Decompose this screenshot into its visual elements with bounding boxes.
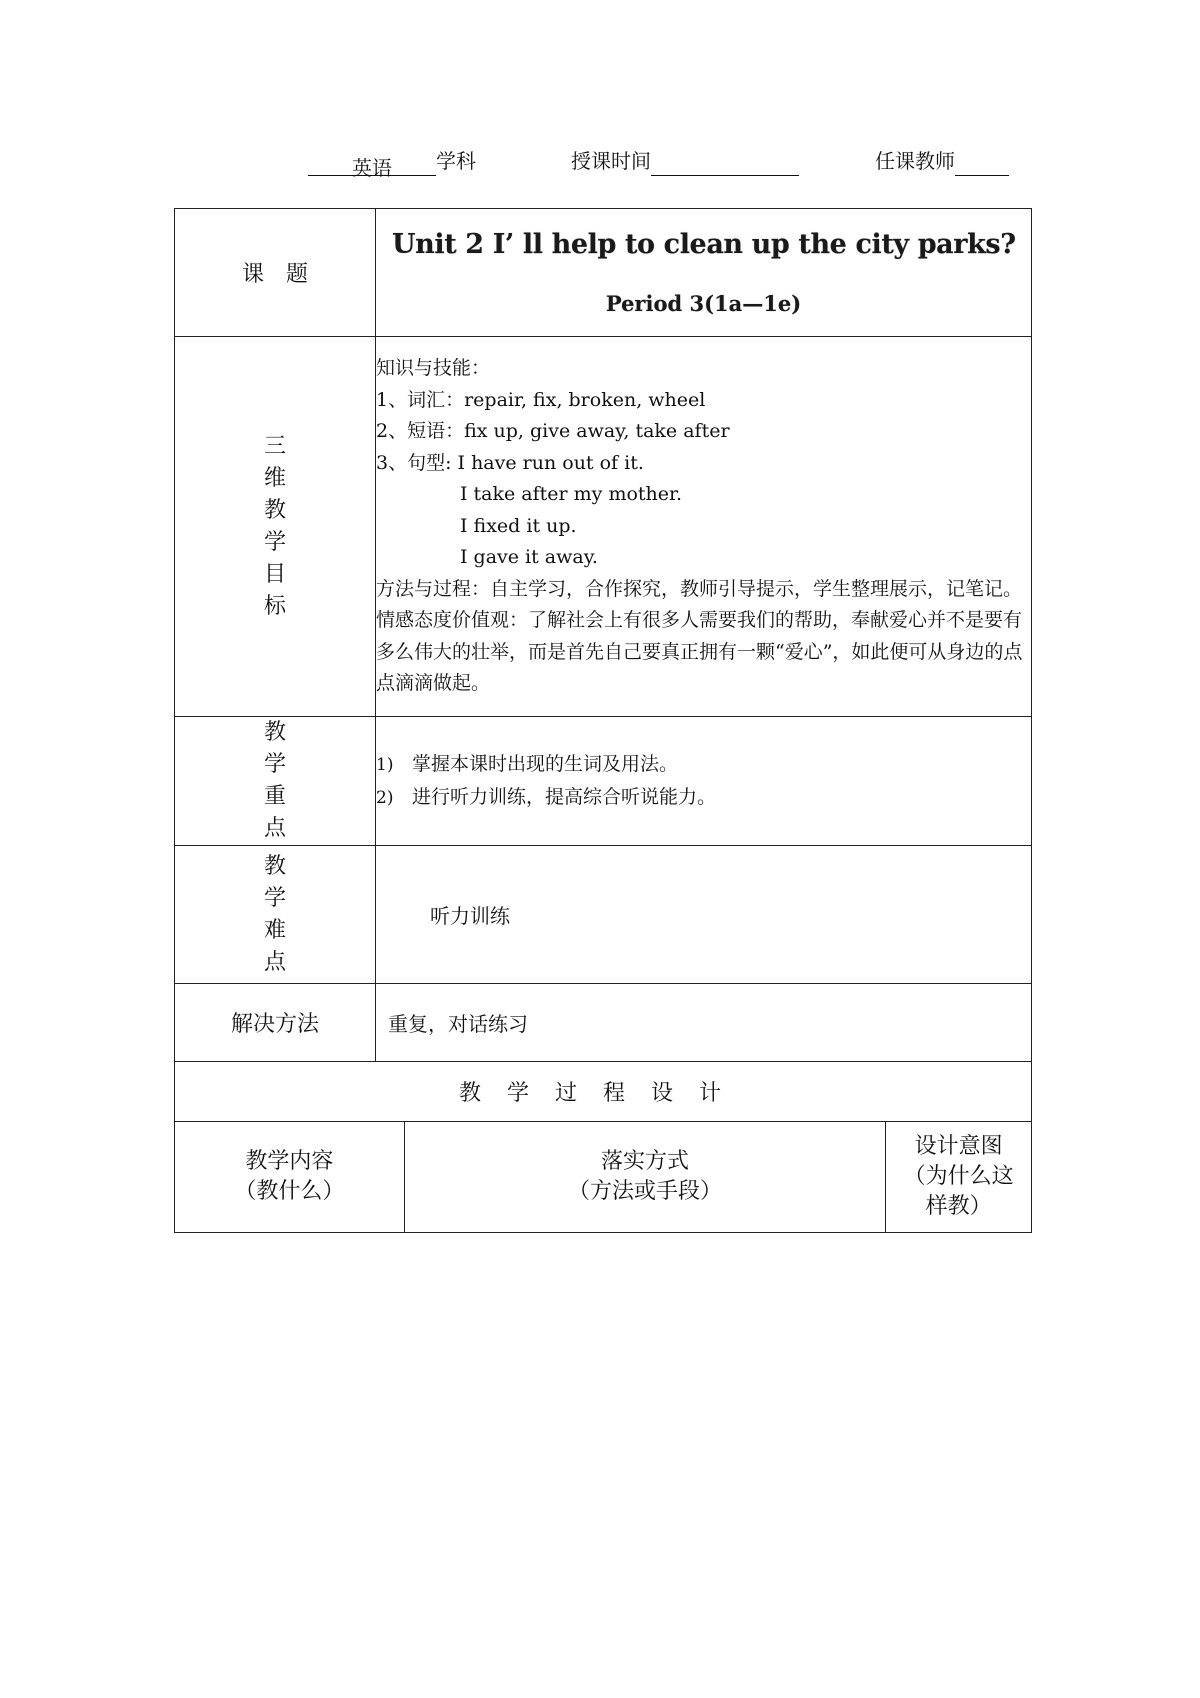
goals-label-char: 教	[263, 497, 286, 523]
process-columns	[175, 1122, 1031, 1232]
lesson-period: Period 3(1a—1e)	[605, 291, 802, 316]
column-intent-note: （为什么这	[903, 1164, 1014, 1189]
time-blank	[651, 153, 799, 176]
column-intent-note-cont: 样教）	[925, 1194, 992, 1219]
subject-blank-right	[392, 153, 436, 176]
column-intent	[886, 1122, 1031, 1232]
topic-label: 课 题	[175, 209, 376, 337]
subject-label: 学科	[436, 149, 476, 173]
lesson-plan-table	[174, 208, 1032, 1233]
solution-text: 重复，对话练习	[376, 984, 1032, 1062]
key-point-text: 掌握本课时出现的生词及用法。	[412, 753, 679, 775]
process-header-row	[175, 1122, 1032, 1233]
key-points-label-char: 重	[263, 784, 286, 809]
difficulty-label-char: 点	[263, 949, 286, 975]
difficulty-label	[175, 846, 376, 984]
lesson-title: Unit 2 I’ ll help to clean up the city parks?	[392, 229, 1016, 260]
goals-sentence: I gave it away.	[460, 546, 598, 569]
goals-method: 方法与过程：自主学习，合作探究，教师引导提示，学生整理展示，记笔记。	[376, 577, 1023, 600]
goals-label-char: 三	[263, 433, 286, 459]
key-point-text: 进行听力训练，提高综合听说能力。	[412, 786, 717, 808]
process-header-cell	[175, 1122, 1032, 1233]
key-points-label	[175, 717, 376, 846]
key-point-number: 2)	[376, 788, 394, 808]
key-points-label-char: 教	[263, 720, 286, 745]
key-point-number: 1)	[376, 755, 394, 775]
key-point-item	[376, 781, 1031, 814]
goals-line: 1、词汇：repair, fix, broken, wheel	[376, 388, 706, 411]
document-header	[308, 146, 1028, 180]
subject-blank-left	[308, 153, 352, 176]
teacher-label: 任课教师	[875, 149, 955, 173]
goals-emotion: 情感态度价值观：了解社会上有很多人需要我们的帮助，奉献爱心并不是要有多么伟大的壮举，而是首先自己要真正拥有一颗“爱心”，如此便可从身边的点点滴滴做起。	[376, 609, 1023, 695]
teacher-blank	[955, 153, 1009, 176]
goals-line: 3、句型: I have run out of it.	[376, 451, 644, 474]
solution-label: 解决方法	[175, 984, 376, 1062]
key-points-row	[175, 717, 1032, 846]
goals-label-char: 标	[263, 593, 286, 619]
goals-label-char: 学	[263, 529, 286, 555]
goals-line: 知识与技能：	[376, 357, 491, 380]
difficulty-label-char: 教	[263, 853, 286, 879]
column-method	[404, 1122, 886, 1232]
key-point-item	[376, 748, 1031, 781]
difficulty-label-char: 难	[263, 917, 286, 943]
goals-sentence: I take after my mother.	[460, 483, 683, 506]
difficulty-label-char: 学	[263, 885, 286, 911]
key-points-label-char: 学	[263, 752, 286, 777]
column-content-note: （教什么）	[234, 1179, 345, 1204]
goals-row	[175, 337, 1032, 717]
column-content	[175, 1122, 404, 1232]
goals-label-char: 维	[263, 465, 286, 491]
difficulty-text: 听力训练	[376, 846, 1032, 984]
key-points-label-char: 点	[263, 816, 286, 841]
column-content-title: 教学内容	[245, 1149, 334, 1174]
process-title-row	[175, 1062, 1032, 1122]
column-method-title: 落实方式	[601, 1149, 690, 1174]
column-intent-title: 设计意图	[914, 1134, 1003, 1159]
goals-content	[376, 337, 1032, 717]
topic-row	[175, 209, 1032, 337]
goals-label	[175, 337, 376, 717]
time-label: 授课时间	[571, 149, 651, 173]
key-points-content	[376, 717, 1032, 846]
goals-sentence: I fixed it up.	[460, 514, 577, 537]
process-title: 教学过程设计	[175, 1062, 1032, 1122]
subject-value: 英语	[352, 153, 392, 176]
column-method-note: （方法或手段）	[568, 1179, 723, 1204]
topic-cell	[376, 209, 1032, 337]
difficulty-row	[175, 846, 1032, 984]
goals-line: 2、短语：fix up, give away, take after	[376, 420, 730, 443]
solution-row	[175, 984, 1032, 1062]
goals-label-char: 目	[263, 561, 286, 587]
